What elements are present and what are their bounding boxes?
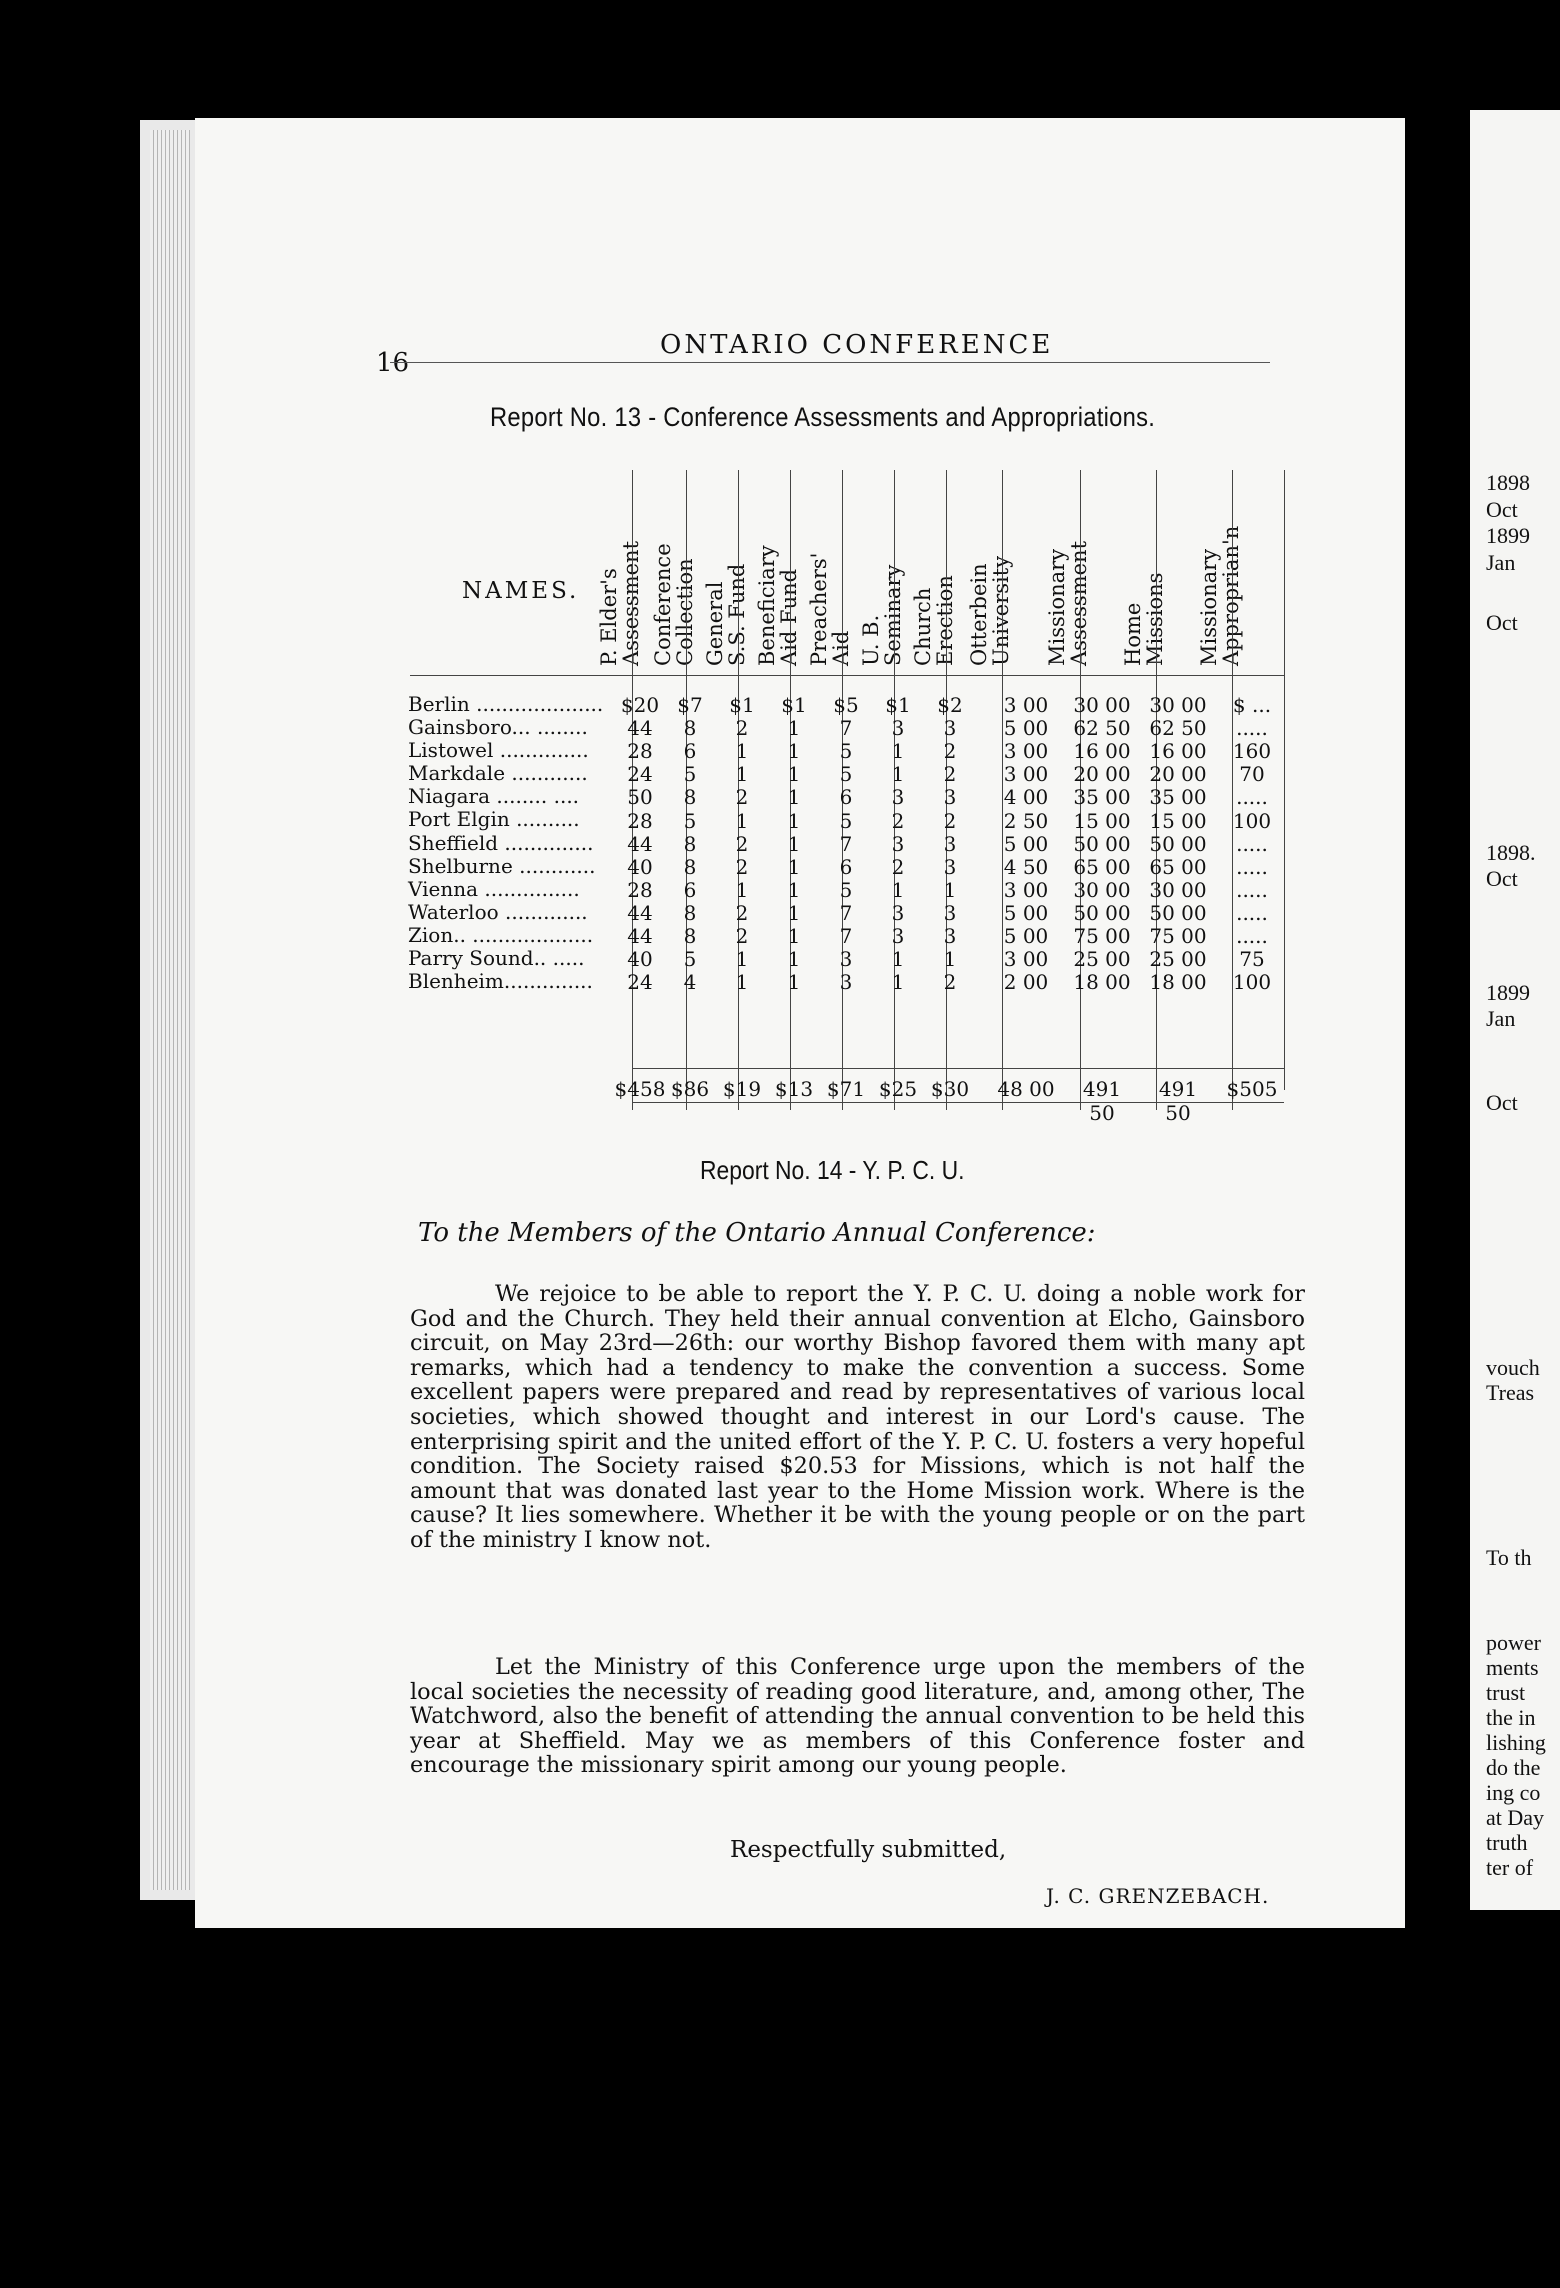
table-cell: 100 xyxy=(1232,970,1272,995)
table-cell: 2 xyxy=(943,762,957,787)
table-cell: 18 00 xyxy=(1149,970,1207,995)
table-cell: 5 xyxy=(683,808,697,833)
table-cell: 20 00 xyxy=(1073,762,1131,787)
facing-page-fragment: Oct xyxy=(1486,866,1518,891)
table-cell: 2 xyxy=(735,785,749,810)
row-rule xyxy=(632,1068,1284,1069)
page-edges xyxy=(150,130,190,1890)
table-cell: 35 00 xyxy=(1149,785,1207,810)
table-cell: 8 xyxy=(683,716,697,741)
table-cell: 8 xyxy=(683,785,697,810)
table-cell: 3 xyxy=(891,900,905,925)
table-cell: 24 xyxy=(627,970,653,995)
column-header-text: Home Missions xyxy=(1121,572,1167,666)
table-cell: 3 xyxy=(891,924,905,948)
table-cell: 50 00 xyxy=(1149,900,1207,925)
table-cell: 1 xyxy=(787,785,801,810)
facing-page-fragment: at Day xyxy=(1486,1805,1545,1830)
table-cell: 4 xyxy=(683,970,697,995)
table-cell: 3 00 xyxy=(1003,739,1049,764)
table-cell: 3 xyxy=(891,831,905,856)
table-cell: 15 00 xyxy=(1073,808,1131,833)
facing-page-fragment: trust xyxy=(1486,1680,1526,1705)
table-cell: 35 00 xyxy=(1073,785,1131,810)
table-cell: 4 00 xyxy=(1003,785,1049,810)
church-name: Berlin .................... xyxy=(408,692,604,716)
church-name: Niagara ........ .... xyxy=(408,784,580,809)
table-cell: 1 xyxy=(943,877,957,902)
table-cell: 75 00 xyxy=(1149,924,1207,948)
facing-page-fragment: lishing xyxy=(1486,1730,1546,1755)
total-cell: 491 50 xyxy=(1082,1077,1122,1125)
table-cell: $1 xyxy=(885,693,911,717)
table-cell: ..... xyxy=(1236,785,1268,810)
church-name: Markdale ............ xyxy=(408,761,588,786)
table-cell: 18 00 xyxy=(1073,970,1131,995)
table-cell: 2 xyxy=(735,831,749,856)
row-rule xyxy=(410,675,1284,676)
table-cell: $1 xyxy=(729,693,755,717)
table-cell: 50 00 xyxy=(1073,900,1131,925)
closing: Respectfully submitted, xyxy=(730,1837,1007,1863)
table-cell: 44 xyxy=(627,924,653,948)
table-cell: 6 xyxy=(839,785,853,810)
table-cell: 4 50 xyxy=(1003,854,1049,879)
table-cell: 16 00 xyxy=(1073,739,1131,764)
total-cell: $25 xyxy=(878,1077,918,1101)
table-cell: 3 xyxy=(943,716,957,741)
table-cell: 1 xyxy=(787,716,801,741)
table-cell: 3 00 xyxy=(1003,947,1049,972)
column-rule xyxy=(1284,470,1285,1090)
table-cell: ..... xyxy=(1236,831,1268,856)
table-cell: 44 xyxy=(627,900,653,925)
total-cell: 48 00 xyxy=(997,1077,1055,1101)
church-name: Parry Sound.. ..... xyxy=(408,946,585,971)
column-header-text: Missionary Approprian'n xyxy=(1197,525,1243,666)
table-cell: 15 00 xyxy=(1149,808,1207,833)
total-cell: $19 xyxy=(722,1077,762,1101)
table-cell: 40 xyxy=(627,947,653,972)
table-cell: 3 00 xyxy=(1003,762,1049,787)
table-cell: 40 xyxy=(627,854,653,879)
church-name: Listowel .............. xyxy=(408,738,589,763)
facing-page-fragment: Oct xyxy=(1486,610,1518,635)
table-cell: 2 xyxy=(943,808,957,833)
table-cell: 5 xyxy=(839,877,853,902)
table-cell: 1 xyxy=(787,877,801,902)
column-header-text: Otterbein University xyxy=(967,555,1013,666)
table-cell: 28 xyxy=(627,877,653,902)
facing-page-fragment: 1899 xyxy=(1486,523,1530,548)
table-cell: 5 xyxy=(683,762,697,787)
total-cell: $13 xyxy=(774,1077,814,1101)
facing-page-fragment: 1898. xyxy=(1486,840,1536,865)
table-cell: 1 xyxy=(787,808,801,833)
table-cell: 75 xyxy=(1239,947,1265,972)
facing-page-fragment: Jan xyxy=(1486,1006,1516,1031)
table-cell: 6 xyxy=(683,739,697,764)
church-name: Shelburne ............ xyxy=(408,853,596,878)
table-cell: 3 00 xyxy=(1003,693,1049,717)
column-header-text: P. Elder's Assessment xyxy=(597,540,643,666)
facing-page-fragment: do the xyxy=(1486,1755,1541,1780)
table-cell: 1 xyxy=(735,808,749,833)
table-cell: 5 xyxy=(839,762,853,787)
table-cell: 62 50 xyxy=(1073,716,1131,741)
table-cell: 8 xyxy=(683,854,697,879)
table-cell: 1 xyxy=(943,947,957,972)
table-cell: 5 xyxy=(839,808,853,833)
signature: J. C. GRENZEBACH. xyxy=(1046,1884,1270,1908)
table-cell: 1 xyxy=(787,831,801,856)
column-header-text: Beneficiary Aid Fund xyxy=(755,545,801,666)
column-header-text: Church Erection xyxy=(911,575,957,666)
table-cell: 5 00 xyxy=(1003,924,1049,948)
table-cell: 5 00 xyxy=(1003,831,1049,856)
report14-title: Report No. 14 - Y. P. C. U. xyxy=(700,1155,965,1185)
table-cell: 75 00 xyxy=(1073,924,1131,948)
table-cell: 20 00 xyxy=(1149,762,1207,787)
total-cell: $505 xyxy=(1226,1077,1278,1101)
table-cell: 44 xyxy=(627,716,653,741)
table-cell: 3 xyxy=(943,785,957,810)
church-name: Zion.. ................... xyxy=(408,922,594,947)
table-cell: 7 xyxy=(839,716,853,741)
total-cell: $30 xyxy=(930,1077,970,1101)
column-header-text: Conference Collection xyxy=(651,543,697,666)
table-cell: 28 xyxy=(627,739,653,764)
table-cell: 1 xyxy=(787,900,801,925)
table-cell: 16 00 xyxy=(1149,739,1207,764)
church-names xyxy=(408,693,603,993)
table-cell: 8 xyxy=(683,900,697,925)
table-cell: ..... xyxy=(1236,716,1268,741)
facing-page-fragment: the in xyxy=(1486,1705,1536,1730)
salutation: To the Members of the Ontario Annual Conference: xyxy=(418,1218,1096,1248)
table-cell: 70 xyxy=(1239,762,1265,787)
church-name: Waterloo ............. xyxy=(408,899,588,924)
table-cell: 30 00 xyxy=(1073,877,1131,902)
table-cell: 1 xyxy=(735,762,749,787)
column-header-text: Missionary Assessment xyxy=(1045,540,1091,666)
column-header-text: U. B. Seminary xyxy=(859,564,905,666)
table-cell: 25 00 xyxy=(1073,947,1131,972)
table-cell: 50 xyxy=(627,785,653,810)
report13-title: Report No. 13 - Conference Assessments and Appropriations. xyxy=(490,402,1156,432)
total-cell: $458 xyxy=(614,1077,666,1101)
facing-page-fragment: 1899 xyxy=(1486,980,1530,1005)
table-cell: 2 50 xyxy=(1003,808,1049,833)
table-cell: 1 xyxy=(891,947,905,972)
names-header: NAMES. xyxy=(462,578,580,604)
table-cell: 2 xyxy=(735,716,749,741)
facing-page-fragment: power xyxy=(1486,1630,1541,1655)
table-cell: 3 xyxy=(943,854,957,879)
table-cell: 2 xyxy=(735,924,749,948)
table-cell: 28 xyxy=(627,808,653,833)
table-cell: 7 xyxy=(839,924,853,948)
table-cell: 65 00 xyxy=(1073,854,1131,879)
table-cell: 1 xyxy=(787,924,801,948)
table-cell: 30 00 xyxy=(1149,693,1207,717)
table-cell: ..... xyxy=(1236,877,1268,902)
table-cell: ..... xyxy=(1236,924,1268,948)
table-cell: 1 xyxy=(735,970,749,995)
total-cell: $86 xyxy=(670,1077,710,1101)
table-cell: 25 00 xyxy=(1149,947,1207,972)
church-name: Blenheim.............. xyxy=(408,969,593,994)
church-name: Sheffield .............. xyxy=(408,830,594,855)
table-cell: 2 00 xyxy=(1003,970,1049,995)
table-cell: 2 xyxy=(735,900,749,925)
table-cell: $7 xyxy=(677,693,703,717)
table-cell: 30 00 xyxy=(1073,693,1131,717)
table-cell: 6 xyxy=(839,854,853,879)
table-cell: 44 xyxy=(627,831,653,856)
table-cell: 8 xyxy=(683,924,697,948)
facing-page-fragment: Jan xyxy=(1486,550,1516,575)
table-cell: 1 xyxy=(735,877,749,902)
total-cell: 491 50 xyxy=(1158,1077,1198,1125)
table-cell: 1 xyxy=(735,739,749,764)
table-cell: 160 xyxy=(1232,739,1272,764)
table-cell: 2 xyxy=(735,854,749,879)
table-cell: 100 xyxy=(1232,808,1272,833)
table-cell: 6 xyxy=(683,877,697,902)
paragraph-1: We rejoice to be able to report the Y. P. C. U. doing a noble work for God and the Church. They held their annual convention at Elcho, Gainsboro circuit, on May 23rd—26th: our worthy Bishop favored them with many apt remarks, which had a tendency to make the convention a success. Some excellent papers were prepared and read by representatives of various local societies, which showed thought and interest in our Lord's cause. The enterprising spirit and the united effort of the Y. P. C. U. fosters a very hopeful condition. The Society raised $20.53 for Missions, which is not half the amount that was donated last year to the Home Mission work. Where is the cause? It lies somewhere. Whether it be with the young people or on the part of the ministry I know not. xyxy=(410,1281,1305,1553)
total-cell: $71 xyxy=(826,1077,866,1101)
facing-page-fragment: 1898 xyxy=(1486,470,1530,495)
table-cell: 5 00 xyxy=(1003,716,1049,741)
table-cell: 3 xyxy=(943,924,957,948)
table-cell: $1 xyxy=(781,693,807,717)
table-cell: 50 00 xyxy=(1073,831,1131,856)
table-cell: 1 xyxy=(891,739,905,764)
table-cell: 3 xyxy=(839,947,853,972)
facing-page-fragment: ing co xyxy=(1486,1780,1541,1805)
page-number: 16 xyxy=(376,348,410,378)
table-cell: 5 00 xyxy=(1003,900,1049,925)
table-cell: 2 xyxy=(891,808,905,833)
facing-page-fragment: truth xyxy=(1486,1830,1528,1855)
church-name: Vienna ............... xyxy=(408,876,580,901)
table-cell: $2 xyxy=(937,693,963,717)
table-cell: 1 xyxy=(891,970,905,995)
table-cell: 2 xyxy=(943,739,957,764)
facing-page-fragment: Treas xyxy=(1486,1380,1535,1405)
table-cell: 1 xyxy=(787,739,801,764)
table-cell: ..... xyxy=(1236,854,1268,879)
table-cell: 3 00 xyxy=(1003,877,1049,902)
table-cell: 8 xyxy=(683,831,697,856)
facing-page-fragment: ments xyxy=(1486,1655,1539,1680)
table-cell: 2 xyxy=(891,854,905,879)
paragraph-2: Let the Ministry of this Conference urge upon the members of the local societies the necessity of reading good literature, and, among other, The Watchword, also the benefit of attending the annual convention to be held this year at Sheffield. May we as members of this Conference foster and encourage the missionary spirit among our young people. xyxy=(410,1654,1305,1779)
table-cell: 1 xyxy=(787,947,801,972)
column-header xyxy=(1197,480,1296,670)
table-cell: 3 xyxy=(943,900,957,925)
table-cell: 5 xyxy=(839,739,853,764)
table-cell: 62 50 xyxy=(1149,716,1207,741)
header-rule xyxy=(390,362,1270,363)
facing-page-fragment: To th xyxy=(1486,1545,1532,1570)
table-cell: 1 xyxy=(735,947,749,972)
table-cell: $5 xyxy=(833,693,859,717)
table-cell: ..... xyxy=(1236,900,1268,925)
table-cell: 2 xyxy=(943,970,957,995)
table-cell: $20 xyxy=(620,693,660,717)
table-cell: 1 xyxy=(787,854,801,879)
table-cell: 1 xyxy=(787,762,801,787)
table-cell: 3 xyxy=(891,785,905,810)
table-cell: 1 xyxy=(891,762,905,787)
facing-page-fragment: Oct xyxy=(1486,497,1518,522)
facing-page-fragment: Oct xyxy=(1486,1090,1518,1115)
column-header-text: General S.S. Fund xyxy=(703,563,749,666)
table-cell: 3 xyxy=(943,831,957,856)
table-cell: 7 xyxy=(839,900,853,925)
table-cell: 24 xyxy=(627,762,653,787)
table-cell: 7 xyxy=(839,831,853,856)
table-cell: 1 xyxy=(891,877,905,902)
facing-page-fragment: vouch xyxy=(1486,1355,1540,1380)
table-cell: 65 00 xyxy=(1149,854,1207,879)
facing-page-fragment: ter of xyxy=(1486,1855,1534,1880)
table-cell: 30 00 xyxy=(1149,877,1207,902)
table-cell: 5 xyxy=(683,947,697,972)
table-cell: $ ... xyxy=(1232,693,1272,717)
running-title: ONTARIO CONFERENCE xyxy=(660,330,1054,360)
table-cell: 50 00 xyxy=(1149,831,1207,856)
table-cell: 3 xyxy=(839,970,853,995)
table-cell: 1 xyxy=(787,970,801,995)
table-cell: 3 xyxy=(891,716,905,741)
church-name: Port Elgin .......... xyxy=(408,807,580,832)
column-header-text: Preachers' Aid xyxy=(807,552,853,666)
church-name: Gainsboro... ........ xyxy=(408,715,588,740)
